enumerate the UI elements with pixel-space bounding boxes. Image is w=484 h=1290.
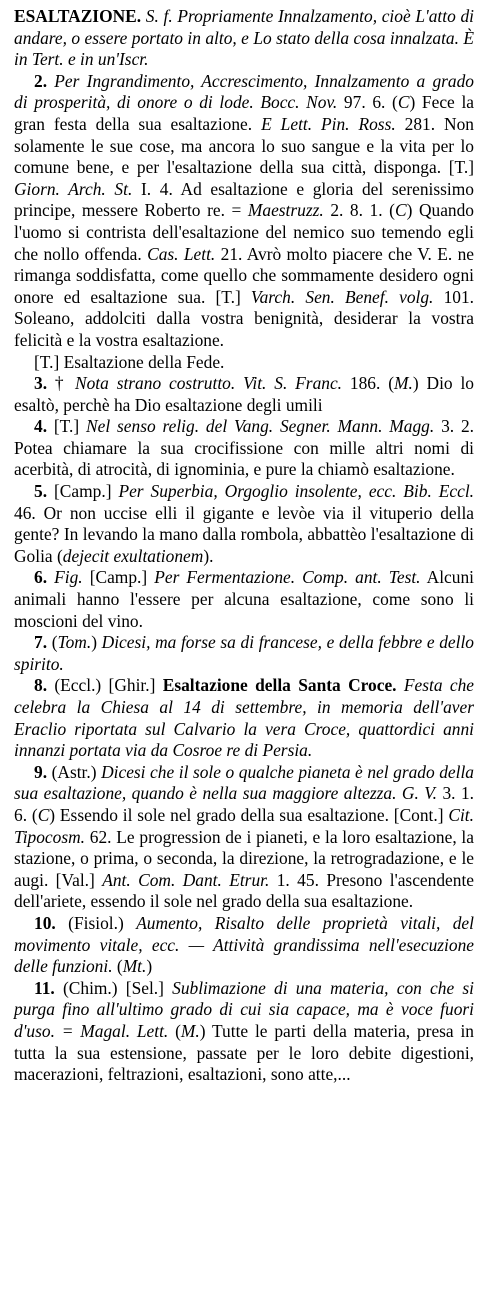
italic-text: Varch. Sen. Benef. volg. xyxy=(250,286,434,307)
entry-text-run: ) Tutte le parti della materia, presa in tutta la sua estensione, passate per le loro debite digestioni, macerazioni, feltrazioni, esaltazioni, sono atte,... xyxy=(14,1020,474,1085)
entry-text-run: [Camp.] xyxy=(47,481,119,502)
entry-text-run: (Astr.) xyxy=(47,761,102,782)
entry-sense-8 xyxy=(14,675,474,761)
italic-text: Dicesi che il sole o qualche pianeta è nel grado della sua esaltazione, quando è nella sua maggiore altezza. G. V. xyxy=(14,761,474,804)
sense-number: 5. xyxy=(34,481,48,502)
italic-text: Per Superbia, Orgoglio insolente, ecc. Bib. Eccl. xyxy=(118,481,474,502)
italic-text: M. xyxy=(180,1020,200,1041)
italic-text: Cas. Lett. xyxy=(147,243,216,264)
entry-text-run: ) Quando l'uomo si contrista dell'esaltazione del nemico suo temendo egli che nollo offenda. xyxy=(14,200,474,264)
italic-text: Festa che celebra la Chiesa al 14 di settembre, in memoria dell'aver Eraclio riportata sul Calvario la vera Croce, quattordici anni innanzi portata via da Cosroe re di Persia. xyxy=(14,675,474,761)
entry-definition-main xyxy=(14,6,474,71)
entry-sense-10 xyxy=(14,913,474,978)
entry-text-run: ( xyxy=(168,1020,181,1041)
entry-sense-1 xyxy=(14,71,474,352)
dictionary-entry-esaltazione xyxy=(14,6,474,1086)
italic-text: Propriamente Innalzamento, cioè L'atto di andare, o essere portato in alto, e Lo stato della cosa innalzata. È in Tert. e in un'Iscr. xyxy=(14,6,474,70)
sense-number: 9. xyxy=(34,761,48,782)
italic-text: Nel senso relig. del Vang. Segner. Mann. Magg. xyxy=(86,416,435,437)
entry-text-run: 46. Or non uccise elli il gigante e levòe via il vituperio della gente? In levando la mano dalla rombola, abbattèo l'esaltazione di Golia ( xyxy=(14,502,474,566)
italic-text: Nota strano costrutto. Vit. S. Franc. xyxy=(75,373,343,394)
italic-text: Fig. xyxy=(54,567,83,588)
entry-text-run: ( xyxy=(47,632,58,653)
entry-sense-7 xyxy=(14,632,474,675)
entry-text-run: ) Dio lo esaltò, perchè ha Dio esaltazione degli umili xyxy=(14,373,475,415)
entry-sense-3 xyxy=(14,373,474,416)
entry-text-run: Alcuni animali hanno l'essere per alcuna esaltazione, come sono li moscioni del vino. xyxy=(14,567,474,631)
sense-number: 10. xyxy=(34,912,56,933)
entry-sense-2 xyxy=(14,352,474,374)
entry-text-run: ) Essendo il sole nel grado della sua esaltazione. [Cont.] xyxy=(49,804,449,825)
italic-text: M. xyxy=(394,373,413,394)
entry-sense-5 xyxy=(14,481,474,567)
sense-number: 4. xyxy=(34,416,48,437)
entry-sense-11 xyxy=(14,978,474,1086)
entry-text-run: (Chim.) [Sel.] xyxy=(54,977,173,998)
entry-text-run: ) xyxy=(146,956,153,977)
italic-text: Dicesi, ma forse sa di francese, e della febbre e dello spirito. xyxy=(14,632,475,674)
sense-number: 8. xyxy=(34,675,48,696)
entry-text-run: ( xyxy=(112,956,123,977)
entry-text-run: [Camp.] xyxy=(82,567,155,588)
entry-text-run: 186. ( xyxy=(342,373,395,394)
italic-text: Tom. xyxy=(57,632,92,653)
italic-text: dejecit exultationem xyxy=(62,545,204,566)
entry-text-run: I. 4. Ad esaltazione e gloria del serenissimo principe, messere Roberto re. = xyxy=(14,178,474,221)
italic-text: C xyxy=(394,200,407,221)
entry-text-run: 101. Soleano, addolciti dalla vostra benignità, desiderar la vostra felicità e la vostra esaltazione. xyxy=(14,286,475,350)
sense-number: 11. xyxy=(34,977,55,998)
entry-sense-9 xyxy=(14,762,474,913)
sense-number: 7. xyxy=(34,632,48,653)
bold-term: Esaltazione della Santa Croce. xyxy=(162,675,397,696)
italic-text: Mt. xyxy=(122,956,147,977)
italic-text: C xyxy=(397,92,410,113)
sense-number: 3. xyxy=(34,373,48,394)
sense-number: 2. xyxy=(34,70,48,91)
entry-text-run: (Eccl.) [Ghir.] xyxy=(47,675,163,696)
entry-text-run: 62. Le progression de i pianeti, e la loro esaltazione, la stazione, o prima, o seconda, la direzione, la retrogradazione, e le augi. [Val.] xyxy=(14,826,474,890)
entry-text-run: [T.] xyxy=(47,416,87,437)
entry-text-run: † xyxy=(47,373,75,394)
entry-text-run: 281. Non solamente le sue cose, ma ancora lo suo sangue e la vita per lo comune bene, e per l'esaltazione della sua città, disponga. [T.] xyxy=(14,113,474,178)
italic-text: Giorn. Arch. St. xyxy=(14,178,133,199)
italic-text: Cit. Tipocosm. xyxy=(14,804,474,847)
entry-text-run: ). xyxy=(203,545,214,566)
italic-text: E Lett. Pin. Ross. xyxy=(261,113,396,134)
entry-text-run: (Fisiol.) xyxy=(55,912,137,933)
entry-text-run: 3. 1. 6. ( xyxy=(14,783,474,825)
italic-text: Ant. Com. Dant. Etrur. xyxy=(102,869,270,890)
entry-text-run: ) Fece la gran festa della sua esaltazione. xyxy=(14,92,474,134)
entry-text-run: 97. 6. ( xyxy=(337,92,398,113)
entry-text-run xyxy=(397,675,404,695)
italic-text: Per Fermentazione. Comp. ant. Test. xyxy=(154,567,421,588)
headword: ESALTAZIONE. xyxy=(14,6,142,26)
entry-text-run: 3. 2. Potea chiamare la sua crocifissione con mille altri nomi di acerbità, di atrocità, di ignominia, e pure la chiamò esaltazione. xyxy=(14,416,474,480)
entry-text-run: ) xyxy=(91,632,102,653)
italic-text: Aumento, Risalto delle proprietà vitali, del movimento vitale, ecc. — Attività grandissima nell'esecuzione delle funzioni. xyxy=(14,912,474,977)
sense-number: 6. xyxy=(34,567,48,588)
entry-text-run: [T.] Esaltazione della Fede. xyxy=(34,351,225,372)
entry-text-run: 2. 8. 1. ( xyxy=(323,200,395,221)
italic-text: S. f. xyxy=(145,6,173,26)
italic-text: Per Ingrandimento, Accrescimento, Innalzamento a grado di prosperità, di onore o di lode. Bocc. Nov. xyxy=(14,70,474,113)
italic-text: Sublimazione di una materia, con che si purga fino all'ultimo grado di cui sia capace, ma è voce fuori d'uso. = Magal. Lett. xyxy=(14,977,474,1041)
entry-text-run: 1. 45. Presono l'ascendente dell'ariete, essendo il sole nel grado della sua esaltazione. xyxy=(14,869,474,912)
entry-text-run: 21. Avrò molto piacere che V. E. ne rimanga soddisfatta, come quello che sommamente desidero ogni onore ed esaltazione sua. [T.] xyxy=(14,243,474,307)
entry-sense-4 xyxy=(14,416,474,481)
entry-sense-6 xyxy=(14,567,474,632)
italic-text: Maestruzz. xyxy=(247,200,324,221)
italic-text: C xyxy=(37,804,50,825)
